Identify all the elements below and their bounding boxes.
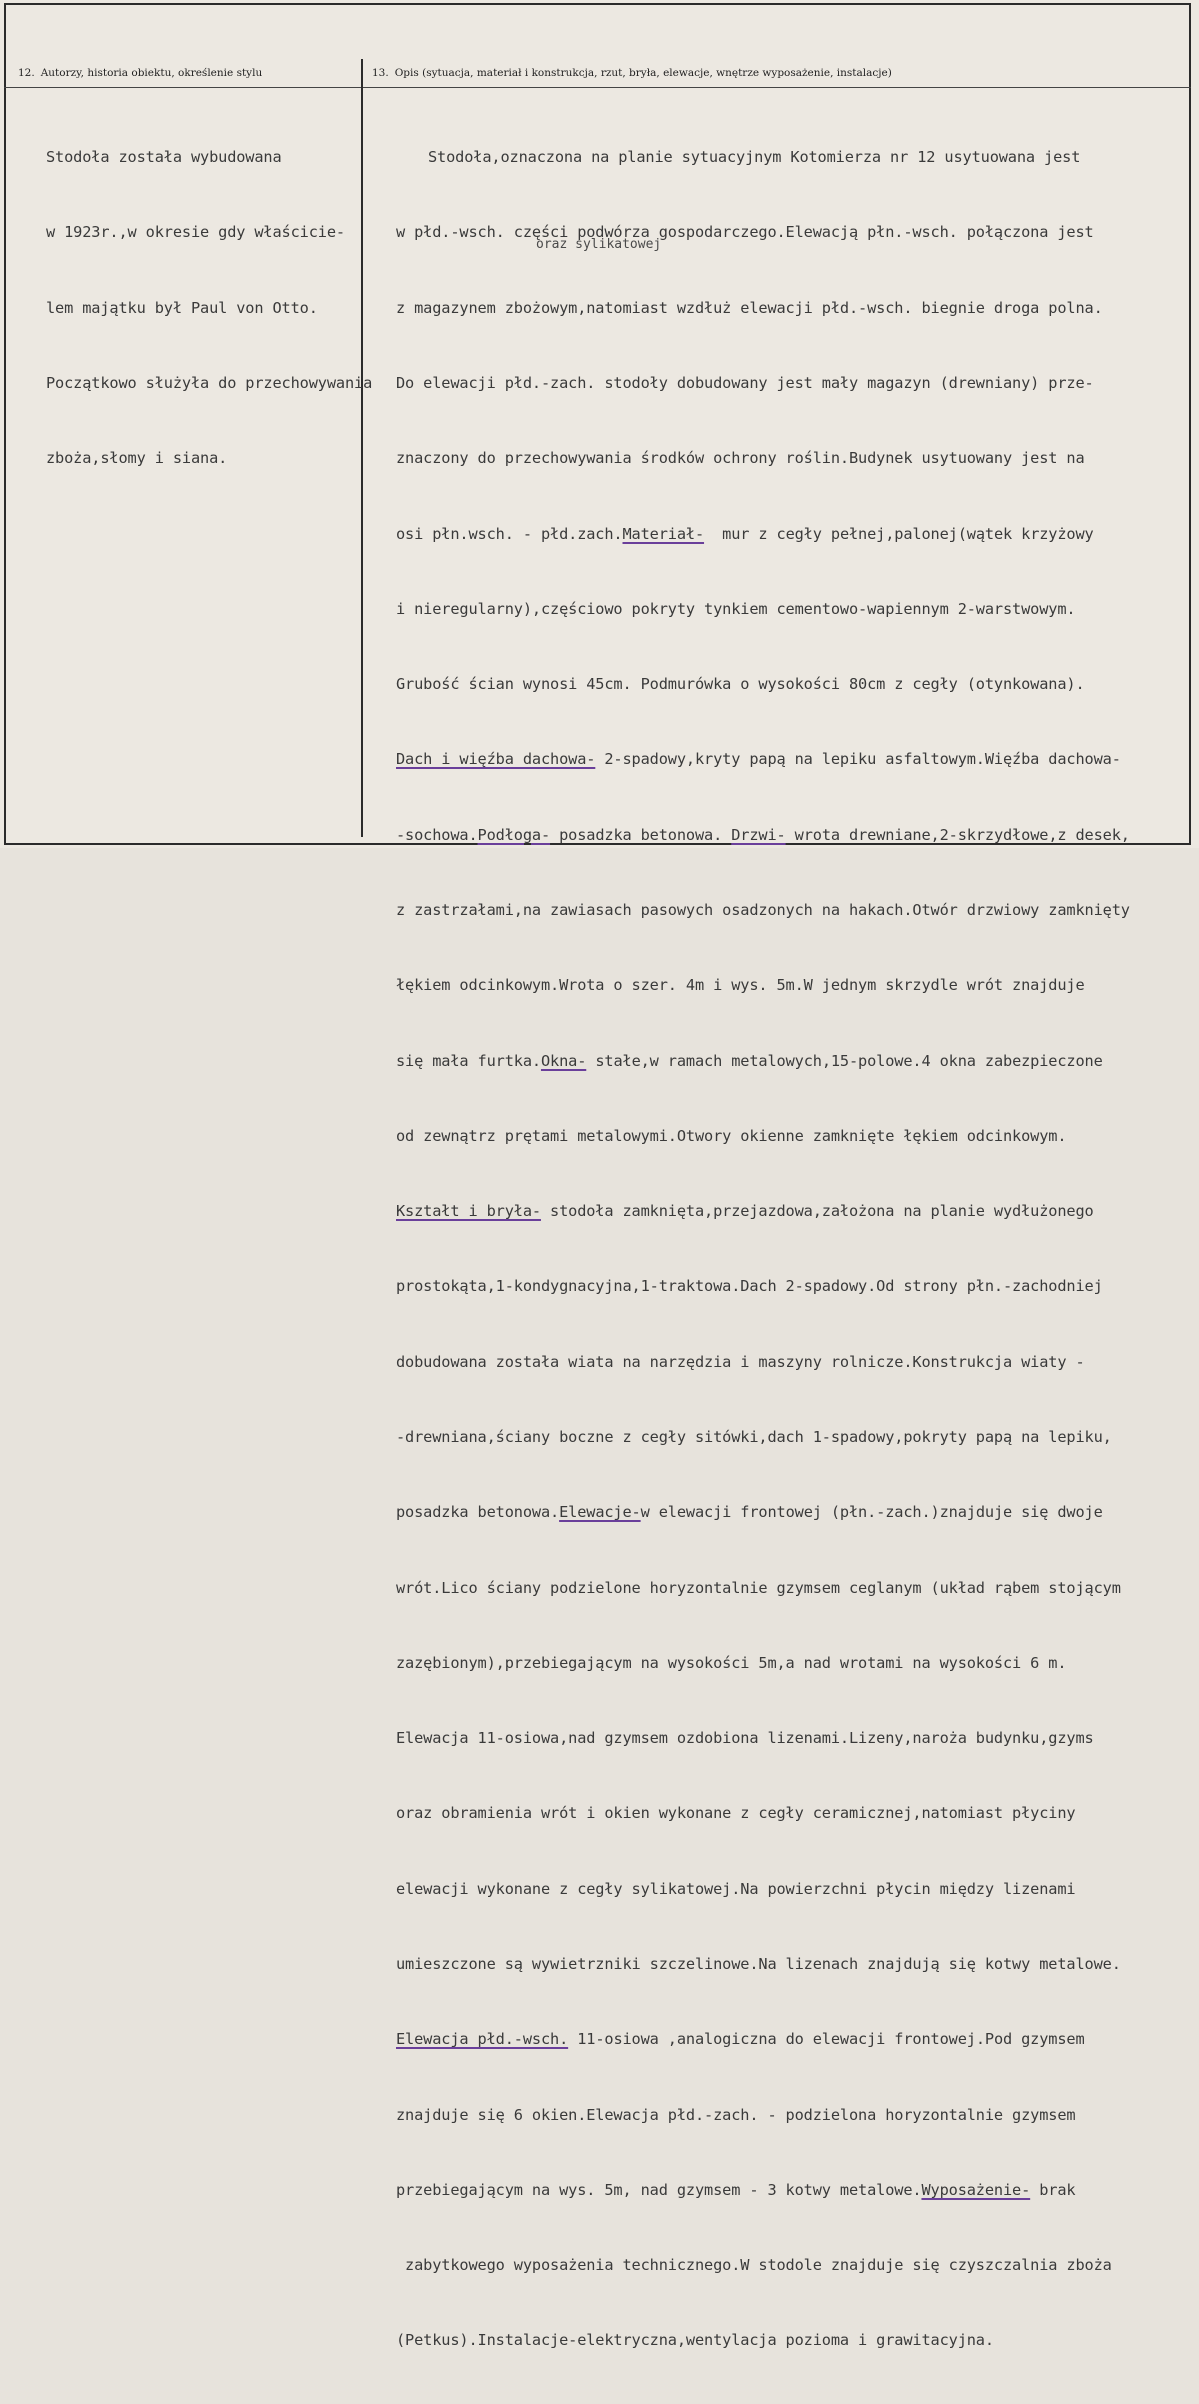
description-line: łękiem odcinkowym.Wrota o szer. 4m i wys. 5m.W jednym skrzydle wrót znajduje [396, 976, 1085, 995]
text-run: mur z cegły pełnej,palonej(wątek krzyżowy [704, 524, 1094, 543]
section-keyword: Drzwi- [731, 825, 786, 844]
description-line: Grubość ścian wynosi 45cm. Podmurówka o wysokości 80cm z cegły (otynkowana). [396, 675, 1085, 694]
history-line: Początkowo służyła do przechowywania [46, 374, 373, 393]
section-keyword: Dach i więźba dachowa- [396, 750, 596, 769]
text-run: stałe,w ramach metalowych,15-polowe.4 okna zabezpieczone [586, 1051, 1103, 1070]
description-text [396, 95, 1130, 2404]
history-line: Stodoła została wybudowana [46, 148, 282, 167]
text-run: przebiegającym na wys. 5m, nad gzymsem - 3 kotwy metalowe. [396, 2180, 922, 2199]
description-line: Do elewacji płd.-zach. stodoły dobudowany jest mały magazyn (drewniany) prze- [396, 374, 1094, 393]
description-line: dobudowana została wiata na narzędzia i maszyny rolnicze.Konstrukcja wiaty - [396, 1352, 1085, 1371]
description-line [396, 522, 1130, 547]
header-rule [4, 87, 1191, 88]
section-keyword: Elewacje- [559, 1503, 641, 1522]
description-line: znajduje się 6 okien.Elewacja płd.-zach. - podzielona horyzontalnie gzymsem [396, 2105, 1076, 2124]
text-run: 11-osiowa ,analogiczna do elewacji frontowej.Pod gzymsem [568, 2030, 1085, 2049]
section-13-label: Opis (sytuacja, materiał i konstrukcja, rzut, bryła, elewacje, wnętrze wyposażenie, instalacje) [394, 67, 892, 79]
section-keyword: Podłoga- [477, 825, 551, 844]
description-line [396, 1049, 1130, 1074]
text-run: wrota drewniane,2-skrzydłowe,z desek, [785, 825, 1130, 844]
history-line: lem majątku był Paul von Otto. [46, 298, 318, 317]
section-keyword: Elewacja płd.-wsch. [396, 2030, 569, 2049]
section-keyword: Okna- [540, 1051, 587, 1070]
history-text [46, 95, 372, 522]
section-12-number: 12. [18, 67, 35, 79]
description-line: (Petkus).Instalacje-elektryczna,wentylacja pozioma i grawitacyjna. [396, 2331, 994, 2350]
description-line: i nieregularny),częściowo pokryty tynkiem cementowo-wapiennym 2-warstwowym. [396, 599, 1076, 618]
description-line: oraz obramienia wrót i okien wykonane z cegły ceramicznej,natomiast płyciny [396, 1804, 1076, 1823]
text-run: -sochowa. [396, 825, 478, 844]
description-line: umieszczone są wywietrzniki szczelinowe.Na lizenach znajdują się kotwy metalowe. [396, 1954, 1121, 1973]
description-line: z magazynem zbożowym,natomiast wzdłuż elewacji płd.-wsch. biegnie droga polna. [396, 298, 1103, 317]
history-line: zboża,słomy i siana. [46, 449, 228, 468]
history-line: w 1923r.,w okresie gdy właściciе- [46, 223, 345, 242]
text-run: posadzka betonowa. [396, 1503, 560, 1522]
section-12-label: Autorzy, historia obiektu, określenie stylu [40, 67, 263, 79]
section-13-heading [372, 67, 892, 79]
text-run: 2-spadowy,kryty papą na lepiku asfaltowym.Więźba dachowa- [595, 750, 1121, 769]
section-keyword: Wyposażenie- [921, 2180, 1031, 2199]
text-run: się mała furtka. [396, 1051, 541, 1070]
section-keyword: Materiał- [622, 524, 705, 543]
description-line [396, 2178, 1130, 2203]
text-run: w elewacji frontowej (płn.-zach.)znajduje się dwoje [640, 1503, 1103, 1522]
description-line: elewacji wykonane z cegły sylikatowej.Na powierzchni płycin między lizenami [396, 1879, 1076, 1898]
section-12-heading [18, 67, 262, 79]
description-line: zabytkowego wyposażenia technicznego.W stodole znajduje się czyszczalnia zboża [396, 2256, 1112, 2275]
description-line [396, 1500, 1130, 1525]
text-run: stodoła zamknięta,przejazdowa,założona na planie wydłużonego [540, 1202, 1094, 1221]
text-run: osi płn.wsch. - płd.zach. [396, 524, 623, 543]
description-line: od zewnątrz prętami metalowymi.Otwory okienne zamknięte łękiem odcinkowym. [396, 1126, 1067, 1145]
description-line: znaczony do przechowywania środków ochrony roślin.Budynek usytuowany jest na [396, 449, 1085, 468]
description-line: Elewacja 11-osiowa,nad gzymsem ozdobiona lizenami.Lizeny,naroża budynku,gzyms [396, 1729, 1094, 1748]
description-line: -drewniana,ściany boczne z cegły sitówki,dach 1-spadowy,pokryty papą na lepiku, [396, 1427, 1112, 1446]
description-line: Stodoła,oznaczona na planie sytuacyjnym Kotomierza nr 12 usytuowana jest [428, 148, 1081, 167]
interlinear-note: oraz sylikatowej [536, 237, 662, 252]
description-line [396, 823, 1130, 848]
description-line: wrót.Lico ściany podzielone horyzontalnie gzymsem ceglanym (układ rąbem stojącym [396, 1578, 1121, 1597]
text-run: posadzka betonowa. [550, 825, 732, 844]
description-line [396, 2027, 1130, 2052]
description-line: zazębionym),przebiegającym na wysokości 5m,a nad wrotami na wysokości 6 m. [396, 1653, 1067, 1672]
description-line [396, 747, 1130, 772]
section-keyword: Kształt i bryła- [396, 1202, 541, 1221]
description-line: w płd.-wsch. części podwórza gospodarczego.Elewacją płn.-wsch. połączona jest [396, 223, 1094, 242]
description-line: prostokąta,1-kondygnacyjna,1-traktowa.Dach 2-spadowy.Od strony płn.-zachodniej [396, 1277, 1103, 1296]
description-line: z zastrzałami,na zawiasach pasowych osadzonych na hakach.Otwór drzwiowy zamknięty [396, 901, 1130, 919]
section-13-number: 13. [372, 67, 389, 79]
description-line [396, 1199, 1130, 1224]
text-run: brak [1030, 2180, 1076, 2199]
